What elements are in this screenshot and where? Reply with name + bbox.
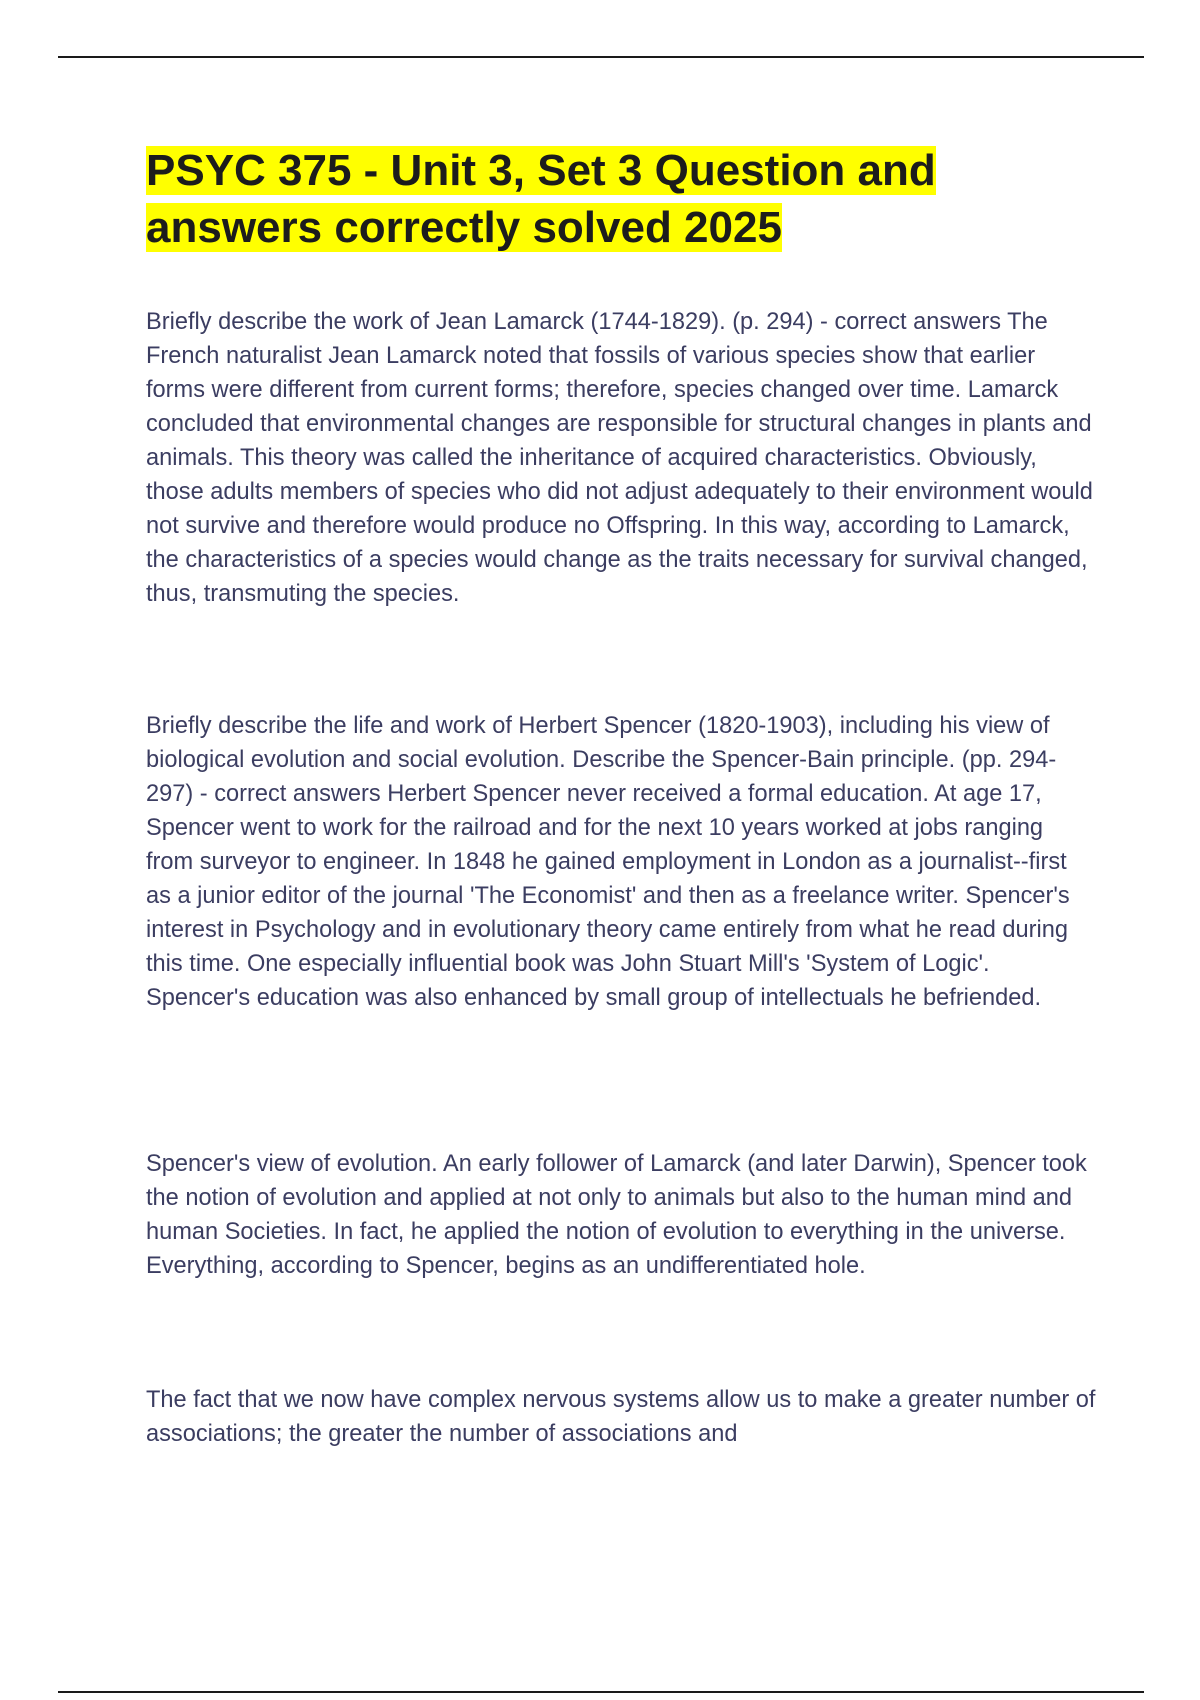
footer-rule [58,1691,1144,1693]
paragraph-nervous-systems: The fact that we now have complex nervous systems allow us to make a greater number of associations; the greater the number of associations and [146,1387,1096,1447]
header-rule [58,56,1144,58]
question-answer-paragraph-lamarck: Briefly describe the work of Jean Lamarck (1744-1829). (p. 294) - correct answers The French naturalist Jean Lamarck noted that fossils of various species show that earlier forms were different from current forms; therefore, species changed over time. Lamarck concluded that environmental changes are responsible for structural changes in plants and animals. This theory was called the inheritance of acquired characteristics. Obviously, those adults members of species who did not adjust adequately to their environment would not survive and therefore would produce no Offspring. In this way, according to Lamarck, the characteristics of a species would change as the traits necessary for survival changed, thus, transmuting the species. [146,309,1093,607]
document-title [146,142,1086,256]
question-answer-paragraph-spencer: Briefly describe the life and work of Herbert Spencer (1820-1903), including his view of biological evolution and social evolution. Describe the Spencer-Bain principle. (pp. 294-297) - correct answers Herbert Spencer never received a formal education. At age 17, Spencer went to work for the railroad and for the next 10 years worked at jobs ranging from surveyor to engineer. In 1848 he gained employment in London as a journalist--first as a junior editor of the journal 'The Economist' and then as a freelance writer. Spencer's interest in Psychology and in evolutionary theory came entirely from what he read during this time. One especially influential book was John Stuart Mill's 'System of Logic'. Spencer's education was also enhanced by small group of intellectuals he befriended. [146,713,1070,1011]
title-highlight: PSYC 375 - Unit 3, Set 3 Question and answers correctly solved 2025 [146,146,936,252]
paragraph-spencer-evolution: Spencer's view of evolution. An early follower of Lamarck (and later Darwin), Spencer took the notion of evolution and applied at not only to animals but also to the human mind and human Societies. In fact, he applied the notion of evolution to everything in the universe. Everything, according to Spencer, begins as an undifferentiated hole. [146,1151,1087,1279]
